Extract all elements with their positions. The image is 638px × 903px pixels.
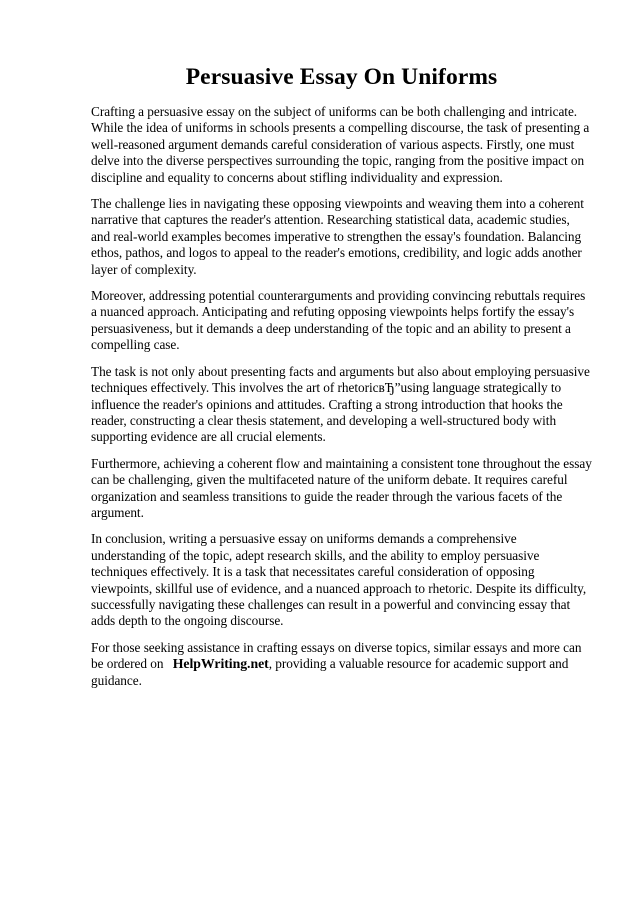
closing-text-before: For those seeking assistance in crafting essays on diverse topics, similar essays and more can be ordered on xyxy=(91,639,582,672)
paragraph-conclusion: In conclusion, writing a persuasive essay on uniforms demands a comprehensive understanding of the topic, adept research skills, and the ability to employ persuasive techniques effectively. It is a task that necessitates careful consideration of opposing viewpoints, skillful use of evidence, and a nuanced approach to rhetoric. Despite its difficulty, successfully navigating these challenges can result in a powerful and convincing essay that adds depth to the ongoing discourse. xyxy=(91,531,587,629)
document-title: Persuasive Essay On Uniforms xyxy=(185,64,498,90)
paragraph-counterarguments: Moreover, addressing potential counterarguments and providing convincing rebuttals requires a nuanced approach. Anticipating and refuting opposing viewpoints helps fortify the essay's persuasiveness, but it demands a deep understanding of the topic and an ability to present a compelling case. xyxy=(91,288,586,353)
brand-link[interactable]: HelpWriting.net xyxy=(172,656,269,672)
paragraph-closing xyxy=(91,640,592,689)
paragraph-flow: Furthermore, achieving a coherent flow and maintaining a consistent tone throughout the essay can be challenging, given the multifaceted nature of the uniform debate. It requires careful organization and seamless transitions to guide the reader through the various facets of the argument. xyxy=(91,455,592,520)
paragraph-challenge: The challenge lies in navigating these opposing viewpoints and weaving them into a coherent narrative that captures the reader's attention. Researching statistical data, academic studies, and real-world examples becomes imperative to strengthen the essay's foundation. Balancing ethos, pathos, and logos to appeal to the reader's emotions, credibility, and logic adds another layer of complexity. xyxy=(91,196,584,277)
closing-text-after: , providing a valuable resource for academic support and guidance. xyxy=(91,656,569,688)
paragraph-intro: Crafting a persuasive essay on the subject of uniforms can be both challenging and intricate. While the idea of uniforms in schools presents a compelling discourse, the task of presenting a well-reasoned argument demands careful consideration of various aspects. Firstly, one must delve into the diverse perspectives surrounding the topic, ranging from the positive impact on discipline and equality to concerns about stifling individuality and expression. xyxy=(91,104,590,185)
paragraph-techniques: The task is not only about presenting facts and arguments but also about employing persuasive techniques effectively. This involves the art of rhetoricвЂ”using language strategically to influence the reader's opinions and attitudes. Crafting a strong introduction that hooks the reader, constructing a clear thesis statement, and developing a well-structured body with supporting evidence are all crucial elements. xyxy=(91,363,590,445)
